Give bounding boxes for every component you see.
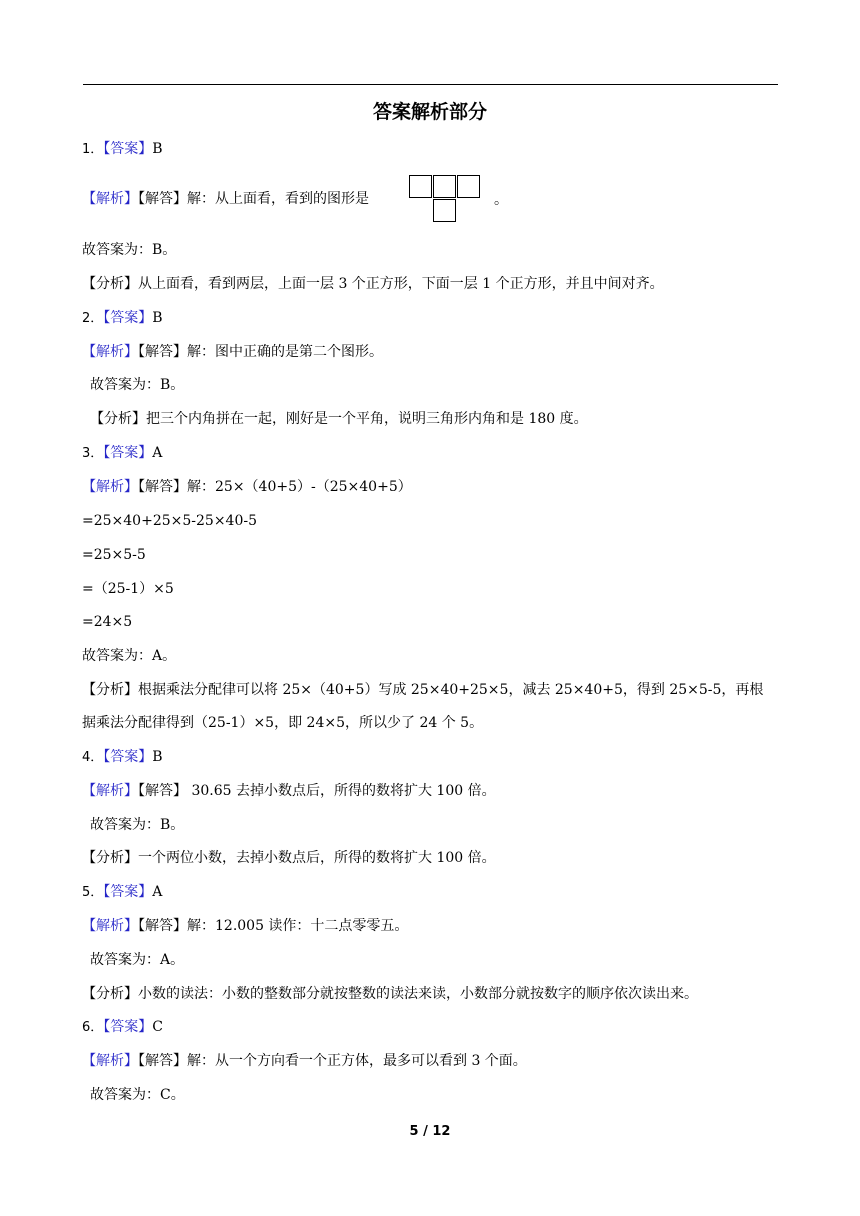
analysis-label: 【分析】	[90, 411, 146, 427]
figure-square-1	[409, 175, 432, 198]
page-title: 答案解析部分	[372, 101, 487, 123]
solution-label: 【解答】	[138, 918, 187, 934]
q4-number: 4．	[82, 750, 104, 765]
solution-label: 【解答】	[138, 1053, 187, 1069]
answer-label: 【答案】	[103, 749, 153, 765]
analysis-tag: 【解析】	[82, 1053, 138, 1069]
page-number: 5 / 12	[409, 1124, 451, 1139]
q2-analysis: 把三个内角拼在一起，刚好是一个平角，说明三角形内角和是 180 度。	[146, 411, 588, 427]
analysis-label: 【分析】	[82, 850, 138, 866]
q6-answer: C	[152, 1019, 163, 1035]
q5-number: 5．	[82, 885, 104, 900]
q3-solution: 解：25×（40+5）-（25×40+5）	[187, 479, 412, 495]
q5-analysis-line	[82, 984, 698, 1004]
q3-answer-line	[82, 443, 162, 464]
q3-number: 3．	[82, 446, 104, 461]
q3-analysis-1: 根据乘法分配律可以将 25×（40+5）写成 25×40+25×5，减去 25×40+5，得到 25×5-5，再根	[138, 682, 764, 698]
answer-label: 【答案】	[103, 1019, 153, 1035]
figure-square-4	[433, 199, 456, 222]
q2-answer-line	[82, 308, 163, 329]
q3-solution-line	[82, 477, 412, 497]
q6-solution: 解：从一个方向看一个正方体，最多可以看到 3 个面。	[187, 1053, 527, 1069]
analysis-tag: 【解析】	[82, 344, 138, 360]
header-rule	[83, 84, 778, 85]
q4-answer: B	[152, 749, 163, 765]
q3-step-1: =25×40+25×5-25×40-5	[82, 513, 257, 529]
q5-analysis: 小数的读法：小数的整数部分就按整数的读法来读，小数部分就按数字的顺序依次读出来。	[138, 986, 698, 1002]
solution-label: 【解答】	[138, 344, 187, 360]
q4-analysis: 一个两位小数，去掉小数点后，所得的数将扩大 100 倍。	[138, 850, 496, 866]
q2-number: 2．	[82, 311, 104, 326]
figure-square-2	[433, 175, 456, 198]
q6-number: 6．	[82, 1020, 104, 1035]
q3-step-4: =24×5	[82, 614, 133, 630]
q3-analysis-line	[82, 680, 763, 700]
q1-answer-line	[82, 139, 163, 160]
q2-solution: 解：图中正确的是第二个图形。	[187, 344, 383, 360]
q3-analysis-line-2: 据乘法分配律得到（25-1）×5，即 24×5，所以少了 24 个 5。	[82, 715, 484, 731]
answer-label: 【答案】	[103, 884, 153, 900]
analysis-tag: 【解析】	[82, 918, 138, 934]
analysis-tag: 【解析】	[82, 191, 138, 207]
q3-step-2: =25×5-5	[82, 547, 146, 563]
q5-answer: A	[152, 884, 163, 900]
analysis-label: 【分析】	[82, 276, 138, 292]
q1-figure-period: 。	[494, 192, 508, 208]
answer-label: 【答案】	[103, 310, 153, 326]
q1-conclusion: 故答案为：B。	[82, 242, 177, 258]
q4-answer-line	[82, 747, 163, 768]
solution-label: 【解答】	[138, 783, 187, 799]
q6-answer-line	[82, 1017, 163, 1038]
analysis-tag: 【解析】	[82, 479, 138, 495]
q1-solution-line	[82, 189, 369, 209]
q4-analysis-line	[82, 848, 496, 868]
q4-solution-line	[82, 781, 496, 801]
answer-label: 【答案】	[103, 445, 153, 461]
q3-answer: A	[152, 445, 163, 461]
q4-solution: 30.65 去掉小数点后，所得的数将扩大 100 倍。	[187, 783, 496, 799]
q5-conclusion: 故答案为：A。	[90, 952, 185, 968]
q2-conclusion: 故答案为：B。	[90, 377, 185, 393]
q5-answer-line	[82, 882, 162, 903]
q1-answer: B	[152, 141, 163, 157]
q4-conclusion: 故答案为：B。	[90, 817, 185, 833]
q2-analysis-line	[90, 409, 588, 429]
q2-solution-line	[82, 342, 383, 362]
q1-solution: 解：从上面看，看到的图形是	[187, 191, 369, 207]
q2-answer: B	[152, 310, 163, 326]
q5-solution-line	[82, 916, 408, 936]
q1-number: 1．	[82, 142, 104, 157]
q5-solution: 解：12.005 读作：十二点零零五。	[187, 918, 409, 934]
figure-square-3	[457, 175, 480, 198]
q6-solution-line	[82, 1051, 527, 1071]
q1-analysis-line	[82, 274, 664, 294]
q3-conclusion: 故答案为：A。	[82, 648, 177, 664]
analysis-label: 【分析】	[82, 986, 138, 1002]
solution-label: 【解答】	[138, 191, 187, 207]
solution-label: 【解答】	[138, 479, 187, 495]
answer-label: 【答案】	[103, 141, 153, 157]
q1-analysis: 从上面看，看到两层，上面一层 3 个正方形，下面一层 1 个正方形，并且中间对齐。	[138, 276, 664, 292]
analysis-label: 【分析】	[82, 682, 138, 698]
q6-conclusion: 故答案为：C。	[90, 1087, 185, 1103]
q3-step-3: =（25-1）×5	[82, 581, 174, 597]
analysis-tag: 【解析】	[82, 783, 138, 799]
